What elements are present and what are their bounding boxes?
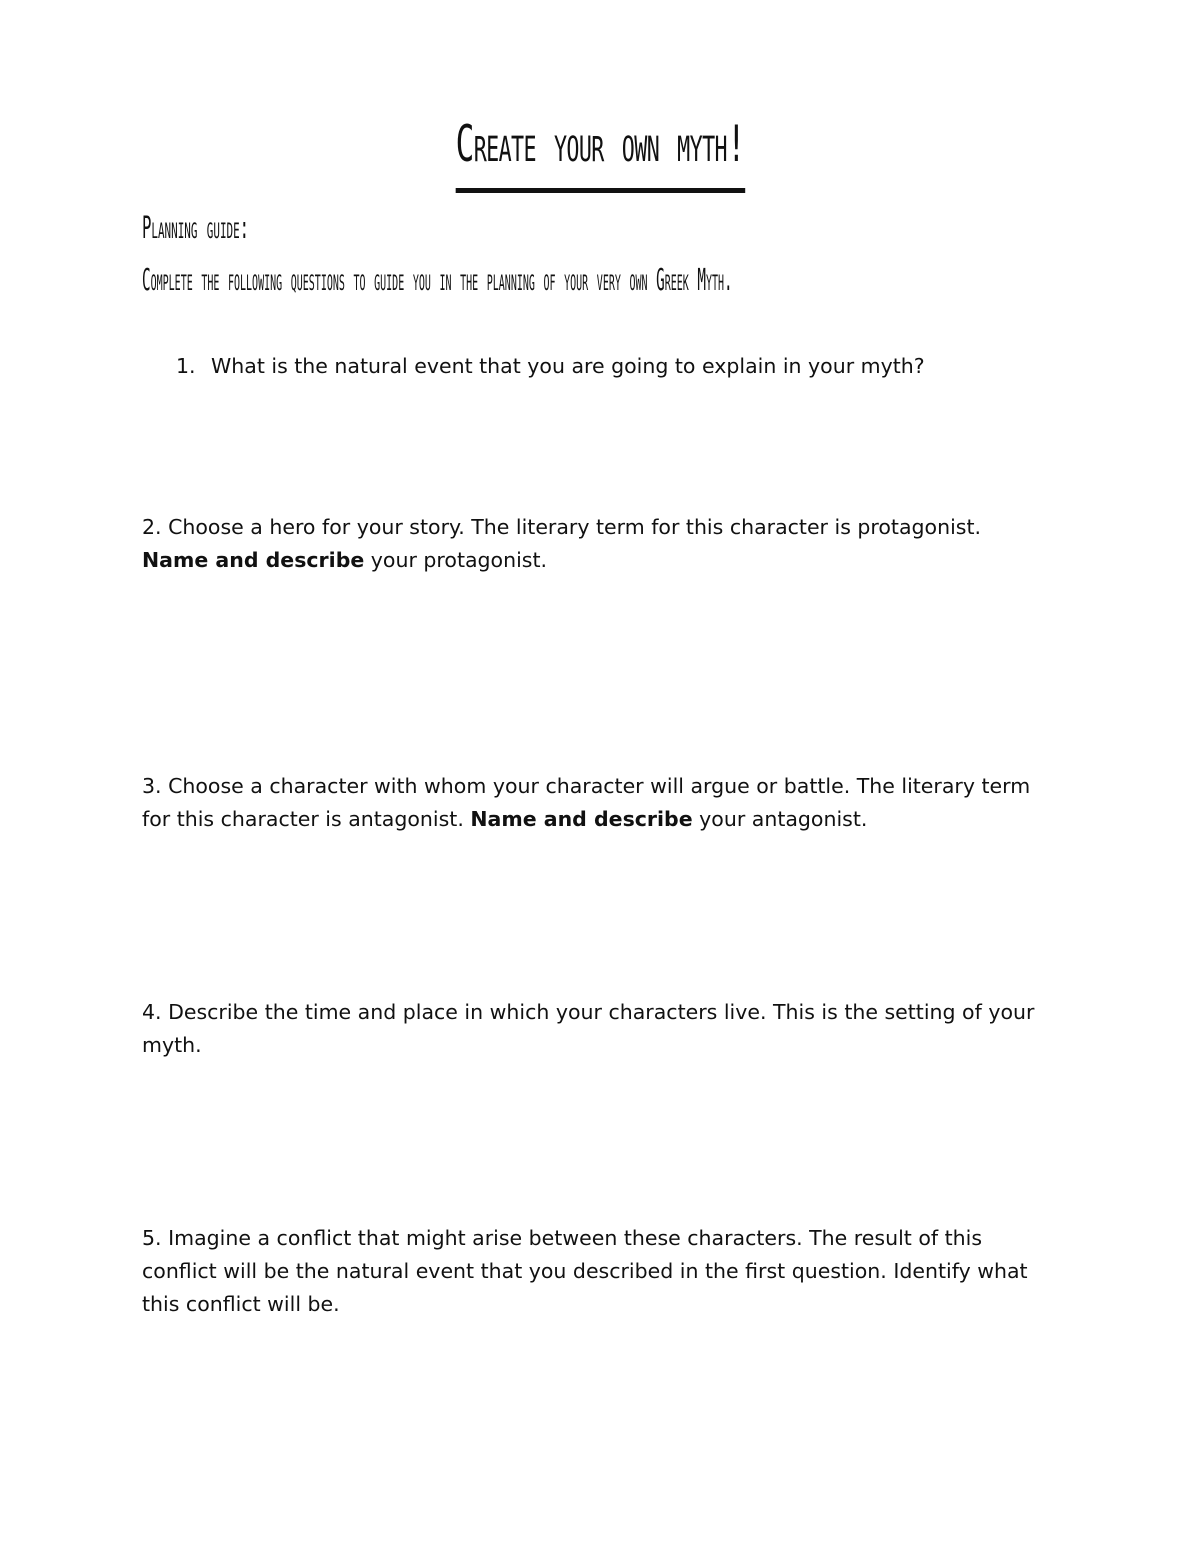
question-4 (142, 996, 1042, 1062)
question-1-number: 1. (176, 354, 196, 378)
question-1-text: What is the natural event that you are going to explain in your myth? (211, 354, 925, 378)
question-2-text-end: your protagonist. (364, 548, 548, 572)
question-3-emphasis: Name and describe (470, 807, 693, 831)
question-5-text: 5. Imagine a conflict that might arise between these characters. The result of this conflict will be the natural event that you described in the first question. Identify what this conflict will be. (142, 1226, 1028, 1316)
planning-guide-label: Planning guide: (142, 211, 250, 246)
question-2-emphasis: Name and describe (142, 548, 365, 572)
question-5 (142, 1222, 1042, 1321)
instructions-text: Complete the following questions to guide you in the planning of your very own Greek Myth. (142, 263, 733, 298)
question-3-text: 3. Choose a character with whom your character will argue or battle. The literary term for this character is antagonist. (142, 774, 1031, 831)
question-3 (142, 770, 1042, 836)
question-2 (142, 511, 1042, 577)
question-3-text-end: your antagonist. (692, 807, 868, 831)
page-title-text: Create your own myth! (455, 104, 744, 193)
question-2-text: 2. Choose a hero for your story. The literary term for this character is protagonist. (142, 515, 982, 539)
question-4-text: 4. Describe the time and place in which your characters live. This is the setting of your myth. (142, 1000, 1035, 1057)
question-1 (176, 350, 1076, 383)
page-title (0, 104, 1200, 193)
